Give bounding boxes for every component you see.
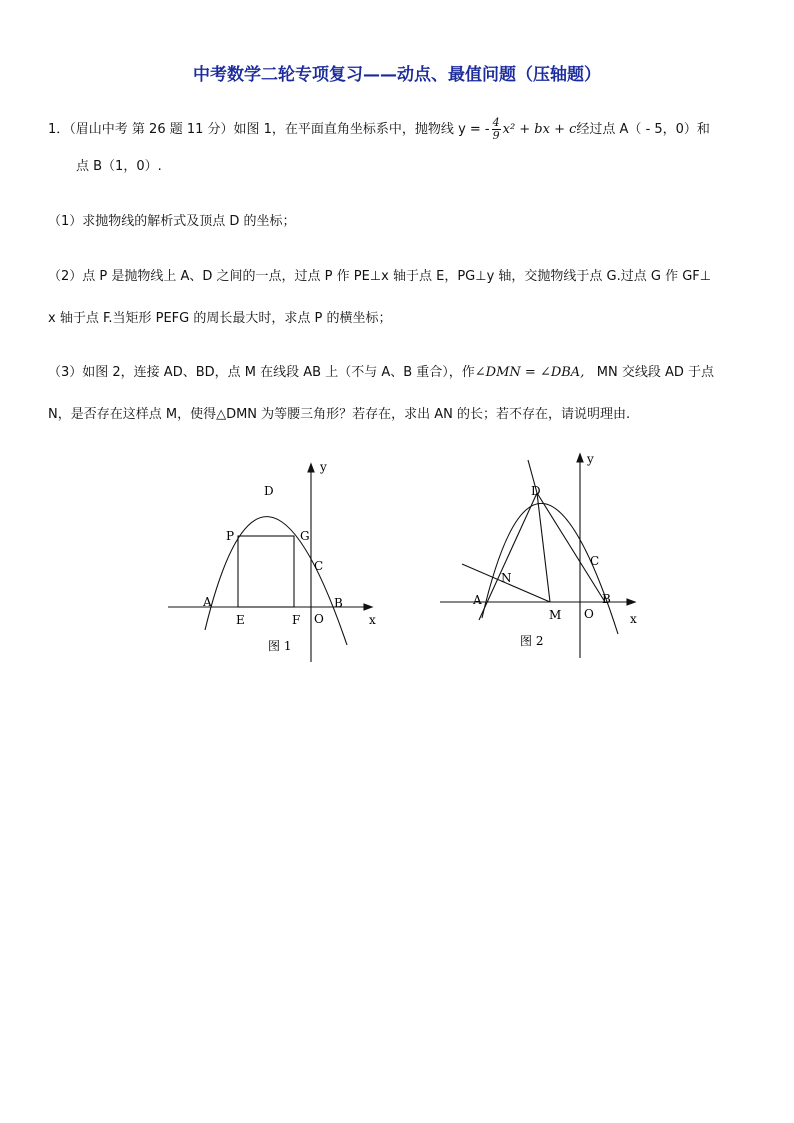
line-dm <box>537 493 550 602</box>
fraction-numerator: 4 <box>492 116 500 129</box>
question-3-line-b: N，是否存在这样点 M，使得△DMN 为等腰三角形？若存在，求出 AN 的长；若不存在，请说明理由. <box>48 407 631 422</box>
question-2-line-a: （2）点 P 是抛物线上 A、D 之间的一点，过点 P 作 PE⊥x 轴于点 E，PG⊥y 轴，交抛物线于点 G.过点 G 作 GF⊥ <box>48 269 712 284</box>
label-x: x <box>630 612 637 626</box>
question-3-pre: （3）如图 2，连接 AD、BD，点 M 在线段 AB 上（不与 A、B 重合），作 <box>48 365 475 380</box>
problem-number: 1． <box>48 122 70 137</box>
label-y: y <box>320 460 327 474</box>
fraction-denominator: 9 <box>492 129 500 142</box>
rectangle-pefg <box>238 536 294 607</box>
problem-intro-c: 点 B（1，0）. <box>76 159 162 174</box>
label-f: F <box>292 613 301 627</box>
problem-intro-b: 经过点 A（ - 5，0）和 <box>576 122 710 137</box>
line-ad <box>479 493 537 620</box>
formula-rest: x² + bx + c <box>502 122 577 137</box>
problem-intro-a: （眉山中考 第 26 题 11 分）如图 1，在平面直角坐标系中，抛物线 y = - <box>69 122 490 137</box>
figure-2 <box>435 448 655 663</box>
fraction <box>492 117 501 142</box>
label-y: y <box>587 452 594 466</box>
label-d: D <box>264 484 274 498</box>
label-e: E <box>236 613 245 627</box>
line-bd <box>537 493 605 602</box>
label-o: O <box>584 607 594 621</box>
question-3-post: MN 交线段 AD 于点 <box>596 365 714 380</box>
label-x: x <box>369 613 376 627</box>
question-2-line-b: x 轴于点 F.当矩形 PEFG 的周长最大时，求点 P 的横坐标； <box>48 311 392 326</box>
label-p: P <box>226 529 235 543</box>
label-m: M <box>549 608 562 622</box>
y-axis-arrow <box>308 464 314 472</box>
figure-2-caption: 图 2 <box>520 634 544 648</box>
label-c: C <box>314 559 324 573</box>
problem-line-1 <box>48 117 710 142</box>
label-g: G <box>300 529 310 543</box>
x-axis-arrow <box>364 604 372 610</box>
label-a: A <box>203 595 212 609</box>
question-3-line-a <box>48 364 714 382</box>
label-o: O <box>314 612 324 626</box>
label-n: N <box>501 571 512 585</box>
page-title: 中考数学二轮专项复习——动点、最值问题（压轴题） <box>193 65 601 85</box>
x-axis-arrow <box>627 599 635 605</box>
angle-condition: ∠DMN = ∠DBA, <box>474 365 585 380</box>
label-b: B <box>334 596 343 610</box>
figure-1-caption: 图 1 <box>268 639 292 653</box>
question-1: （1）求抛物线的解析式及顶点 D 的坐标； <box>48 214 296 229</box>
label-b: B <box>602 592 611 606</box>
y-axis-arrow <box>577 454 583 462</box>
label-c: C <box>590 554 600 568</box>
label-a: A <box>473 593 482 607</box>
figure-1 <box>160 450 390 665</box>
label-d: D <box>531 484 541 498</box>
